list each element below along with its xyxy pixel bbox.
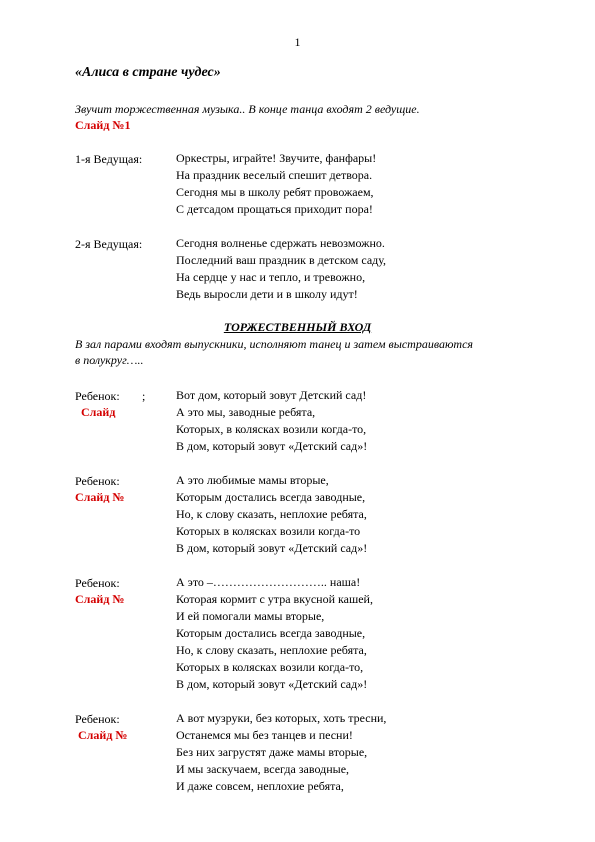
verse-line: Без них загрустят даже мамы вторые,	[176, 745, 368, 759]
slide-label: Слайд №	[78, 728, 128, 742]
verse-line: В дом, который зовут «Детский сад»!	[176, 541, 368, 555]
verse-line: А это –……………………….. наша!	[176, 575, 361, 589]
verse-line: Которых в колясках возили когда-то	[176, 524, 361, 538]
verse-line: Которым достались всегда заводные,	[176, 490, 366, 504]
verse-line: И ей помогали мамы вторые,	[176, 609, 325, 623]
verse-line: И даже совсем, неплохие ребята,	[176, 779, 344, 793]
verse-line: На праздник веселый спешит детвора.	[176, 168, 373, 182]
speaker-label: 1-я Ведущая:	[75, 152, 143, 166]
slide-label-1: Слайд №1	[75, 118, 131, 132]
verse-line: Последний ваш праздник в детском саду,	[176, 253, 387, 267]
slide-label: Слайд №	[75, 592, 125, 606]
verse-line: А вот музруки, без которых, хоть тресни,	[176, 711, 387, 725]
verse-line: Оркестры, играйте! Звучите, фанфары!	[176, 151, 377, 165]
verse-line: В дом, который зовут «Детский сад»!	[176, 439, 368, 453]
speaker-label: Ребенок:	[75, 576, 120, 590]
verse-line: А это любимые мамы вторые,	[176, 473, 329, 487]
verse-line: Останемся мы без танцев и песни!	[176, 728, 353, 742]
page-number: 1	[294, 35, 301, 49]
verse-block-5	[176, 574, 373, 693]
verse-block-3	[176, 387, 367, 455]
verse-line: А это мы, заводные ребята,	[176, 405, 316, 419]
verse-line: Вот дом, который зовут Детский сад!	[176, 388, 367, 402]
verse-block-2	[176, 235, 386, 303]
verse-line: И мы заскучаем, всегда заводные,	[176, 762, 350, 776]
slide-label: Слайд №	[75, 490, 125, 504]
verse-line: Сегодня мы в школу ребят провожаем,	[176, 185, 374, 199]
stage-direction-entrance: в полукруг…..	[75, 353, 144, 367]
speaker-label: Ребенок:	[75, 474, 120, 488]
verse-line: Которая кормит с утра вкусной кашей,	[176, 592, 373, 606]
verse-line: Которых, в колясках возили когда-то,	[176, 422, 367, 436]
verse-line: Но, к слову сказать, неплохие ребята,	[176, 507, 367, 521]
verse-line: Ведь выросли дети и в школу идут!	[176, 287, 358, 301]
speaker-punctuation: ;	[142, 389, 146, 403]
verse-line: С детсадом прощаться приходит пора!	[176, 202, 373, 216]
speaker-label: Ребенок:	[75, 712, 120, 726]
stage-direction-intro: Звучит торжественная музыка.. В конце танца входят 2 ведущие.	[75, 102, 420, 116]
verse-line: Но, к слову сказать, неплохие ребята,	[176, 643, 367, 657]
verse-line: Которым достались всегда заводные,	[176, 626, 366, 640]
stage-direction-entrance: В зал парами входят выпускники, исполняют танец и затем выстраиваются	[75, 337, 473, 351]
speaker-label: Ребенок:	[75, 389, 120, 403]
section-heading: ТОРЖЕСТВЕННЫЙ ВХОД	[223, 320, 372, 334]
verse-line: Которых в колясках возили когда-то,	[176, 660, 364, 674]
speaker-label: 2-я Ведущая:	[75, 237, 143, 251]
verse-block-6	[176, 710, 386, 795]
verse-line: Сегодня волненье сдержать невозможно.	[176, 236, 385, 250]
verse-line: На сердце у нас и тепло, и тревожно,	[176, 270, 366, 284]
document-title: «Алиса в стране чудес»	[75, 65, 221, 80]
slide-label: Слайд	[81, 405, 116, 419]
verse-block-1	[176, 150, 376, 218]
verse-block-4	[176, 472, 367, 557]
verse-line: В дом, который зовут «Детский сад»!	[176, 677, 368, 691]
